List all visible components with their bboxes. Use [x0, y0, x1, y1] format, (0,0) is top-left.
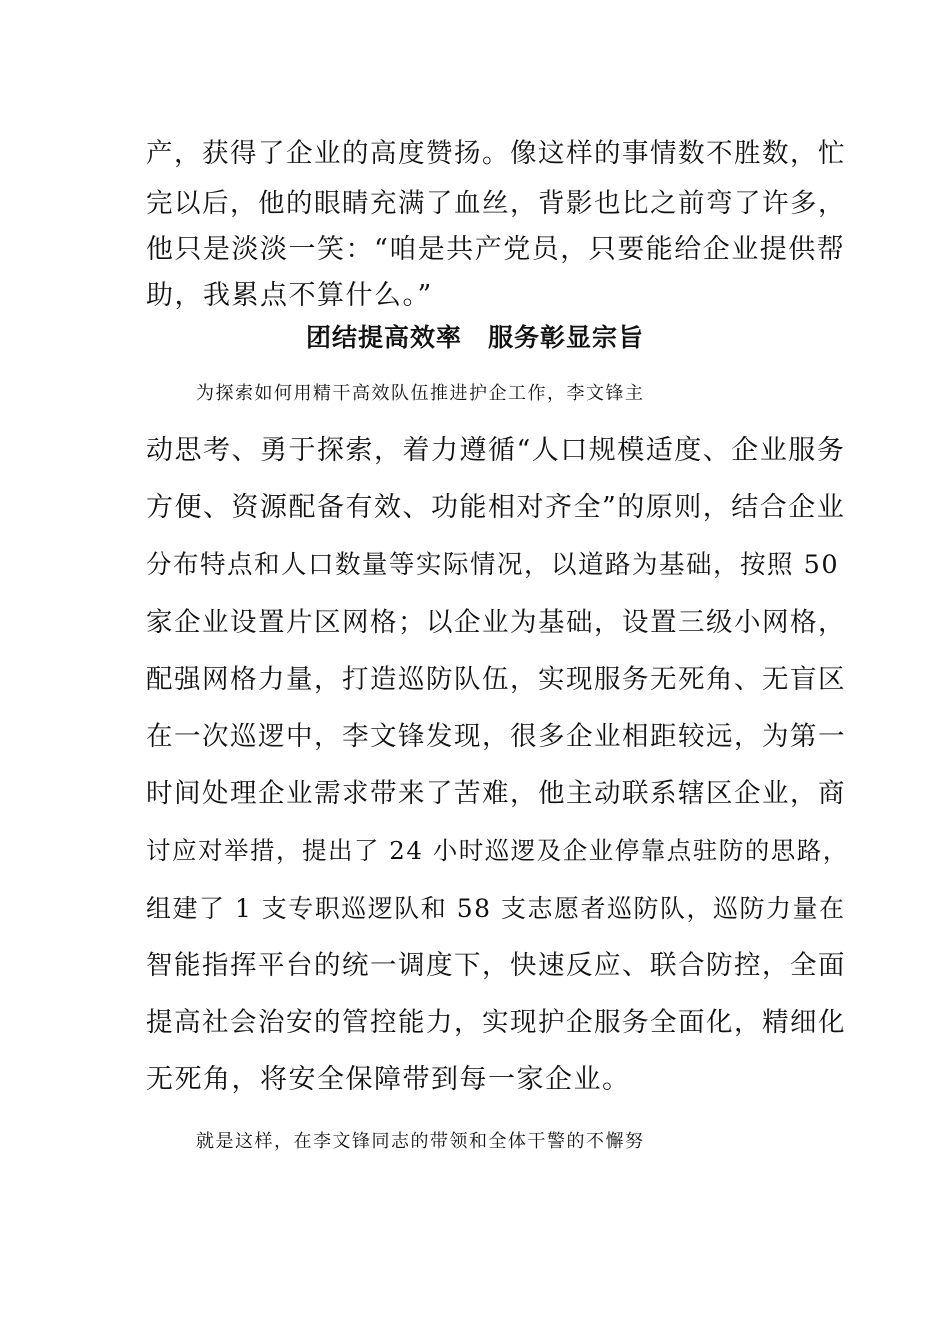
text-line: 动思考、勇于探索，着力遵循“人口规模适度、企业服务: [146, 435, 846, 466]
text-line: 组建了 1 支专职巡逻队和 58 支志愿者巡防队，巡防力量在: [146, 894, 846, 923]
text-line: 配强网格力量，打造巡防队伍，实现服务无死角、无盲区: [146, 664, 846, 695]
text-line: 他只是淡淡一笑：“咱是共产党员，只要能给企业提供帮: [146, 234, 846, 265]
text-line: 在一次巡逻中，李文锋发现，很多企业相距较远，为第一: [146, 721, 846, 752]
text-line: 分布特点和人口数量等实际情况，以道路为基础，按照 50: [146, 550, 840, 580]
text-line: 无死角，将安全保障带到每一家企业。: [146, 1064, 631, 1095]
text-line: 完以后，他的眼睛充满了血丝，背影也比之前弯了许多，: [146, 188, 846, 219]
text-line: 为探索如何用精干高效队伍推进护企工作，李文锋主: [196, 383, 645, 404]
text-line: 智能指挥平台的统一调度下，快速反应、联合防控，全面: [146, 950, 846, 981]
text-line: 方便、资源配备有效、功能相对齐全”的原则，结合企业: [146, 492, 846, 523]
text-line: 家企业设置片区网格；以企业为基础，设置三级小网格，: [146, 607, 846, 638]
section-heading: 团结提高效率 服务彰显宗旨: [305, 323, 644, 352]
text-line: 产，获得了企业的高度赞扬。像这样的事情数不胜数，忙: [146, 138, 846, 169]
text-line: 提高社会治安的管控能力，实现护企服务全面化，精细化: [146, 1007, 846, 1038]
text-line: 讨应对举措，提出了 24 小时巡逻及企业停靠点驻防的思路，: [146, 836, 849, 865]
text-line: 就是这样，在李文锋同志的带领和全体干警的不懈努: [196, 1131, 645, 1152]
text-line: 助，我累点不算什么。”: [146, 280, 433, 311]
text-line: 时间处理企业需求带来了苦难，他主动联系辖区企业，商: [146, 778, 846, 809]
